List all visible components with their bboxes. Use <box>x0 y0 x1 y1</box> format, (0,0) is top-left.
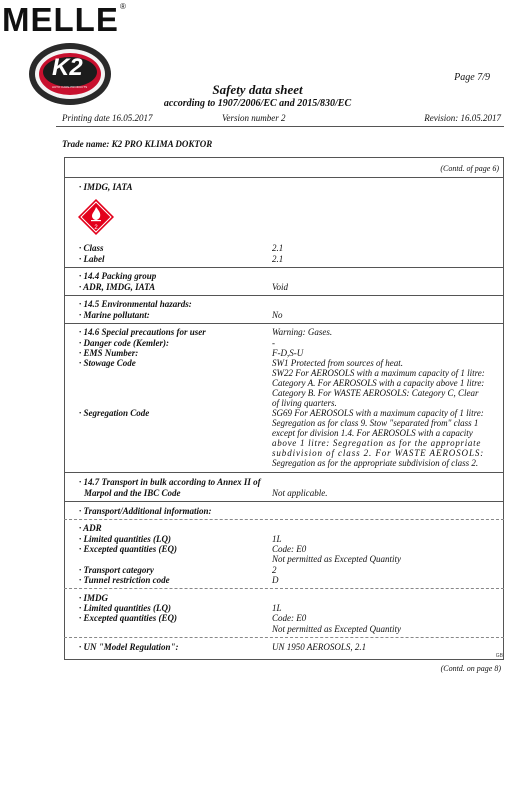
dashed-divider <box>64 588 504 589</box>
special-precautions-heading: · 14.6 Special precautions for user <box>79 327 206 337</box>
segregation-line: Segregation as for the appropriate subdivision of class 2. <box>272 458 479 468</box>
divider <box>64 177 504 178</box>
segregation-line: except for division 1.4. For AEROSOLS with a capacity <box>272 428 473 438</box>
imdg-eq-label: · Excepted quantities (EQ) <box>79 613 177 623</box>
adr-tunnel-code-label: · Tunnel restriction code <box>79 575 170 585</box>
imdg-iata-heading: · IMDG, IATA <box>79 182 133 192</box>
stowage-line: of living quarters. <box>272 398 337 408</box>
class-label: · Class <box>79 243 104 253</box>
un-model-label: · UN "Model Regulation": <box>79 642 179 652</box>
adr-transport-category-value: 2 <box>272 565 277 575</box>
transport-info-heading: · Transport/Additional information: <box>79 506 212 516</box>
registered-mark: ® <box>120 2 126 11</box>
segregation-code-label: · Segregation Code <box>79 408 150 418</box>
ems-number-value: F-D,S-U <box>272 348 304 358</box>
divider <box>64 267 504 268</box>
imdg-lq-label: · Limited quantities (LQ) <box>79 603 171 613</box>
adr-transport-category-label: · Transport category <box>79 565 154 575</box>
page-number: Page 7/9 <box>454 72 490 83</box>
adr-lq-value: 1L <box>272 534 282 544</box>
class-value: 2.1 <box>272 243 284 253</box>
divider <box>64 501 504 502</box>
imdg-eq-value: Code: E0 <box>272 613 307 623</box>
stowage-line: Category A. For AEROSOLS with a capacity above 1 litre: <box>272 378 485 388</box>
adr-heading: · ADR <box>79 523 102 533</box>
marine-pollutant-label: · Marine pollutant: <box>79 310 150 320</box>
flammable-gas-diamond-icon <box>77 198 115 236</box>
bulk-transport-label: Marpol and the IBC Code <box>84 488 181 498</box>
divider <box>64 472 504 473</box>
stowage-line: Category B. For WASTE AEROSOLS: Category C, Clear <box>272 388 479 398</box>
language-code: GB <box>495 653 503 659</box>
version-number: Version number 2 <box>222 113 286 123</box>
bulk-transport-heading: · 14.7 Transport in bulk according to Annex II of <box>79 477 261 487</box>
danger-code-value: - <box>272 338 275 348</box>
document-subtitle: according to 1907/2006/EC and 2015/830/EC <box>163 98 352 109</box>
packing-group-value: Void <box>272 282 289 292</box>
segregation-line: SG69 For AEROSOLS with a maximum capacity of 1 litre: <box>272 408 484 418</box>
imdg-heading: · IMDG <box>79 593 109 603</box>
ems-number-label: · EMS Number: <box>79 348 139 358</box>
contd-on-label: (Contd. on page 8) <box>440 664 501 673</box>
k2-logo-text: K2 <box>52 54 83 81</box>
divider <box>64 323 504 324</box>
special-precautions-value: Warning: Gases. <box>272 327 333 337</box>
dashed-divider <box>64 637 504 638</box>
stowage-code-label: · Stowage Code <box>79 358 136 368</box>
bulk-transport-value: Not applicable. <box>272 488 328 498</box>
imdg-lq-value: 1L <box>272 603 282 613</box>
stowage-line: SW22 For AEROSOLS with a maximum capacity of 1 litre: <box>272 368 485 378</box>
adr-lq-label: · Limited quantities (LQ) <box>79 534 171 544</box>
k2-logo-subtext: AUTO CARE PRODUCTS <box>52 85 88 89</box>
dashed-divider <box>64 519 504 520</box>
adr-tunnel-code-value: D <box>272 575 279 585</box>
divider <box>64 295 504 296</box>
adr-eq-value: Code: E0 <box>272 544 307 554</box>
un-model-value: UN 1950 AEROSOLS, 2.1 <box>272 642 367 652</box>
env-hazards-heading: · 14.5 Environmental hazards: <box>79 299 192 309</box>
stowage-line: SW1 Protected from sources of heat. <box>272 358 403 368</box>
segregation-line: Segregation as for class 9. Stow "separated from" class 1 <box>272 418 479 428</box>
marine-pollutant-value: No <box>272 310 283 320</box>
segregation-line: subdivision of class 2. For WASTE AEROSOLS: <box>272 448 485 458</box>
label-value: 2.1 <box>272 254 284 264</box>
adr-eq-note: Not permitted as Excepted Quantity <box>272 554 401 564</box>
svg-text:2: 2 <box>94 225 98 231</box>
adr-eq-label: · Excepted quantities (EQ) <box>79 544 177 554</box>
brand-name: MELLE <box>2 1 119 38</box>
printing-date: Printing date 16.05.2017 <box>62 113 153 123</box>
imdg-eq-note: Not permitted as Excepted Quantity <box>272 624 401 634</box>
segregation-line: above 1 litre: Segregation as for the appropriate <box>272 438 482 448</box>
packing-group-heading: · 14.4 Packing group <box>79 271 157 281</box>
revision-date: Revision: 16.05.2017 <box>424 113 501 123</box>
contd-from-label: (Contd. of page 6) <box>440 164 499 173</box>
danger-code-label: · Danger code (Kemler): <box>79 338 169 348</box>
packing-group-label: · ADR, IMDG, IATA <box>79 282 156 292</box>
document-title: Safety data sheet <box>212 82 303 97</box>
trade-name: Trade name: K2 PRO KLIMA DOKTOR <box>62 139 213 149</box>
label-label: · Label <box>79 254 105 264</box>
header-divider <box>56 126 504 127</box>
